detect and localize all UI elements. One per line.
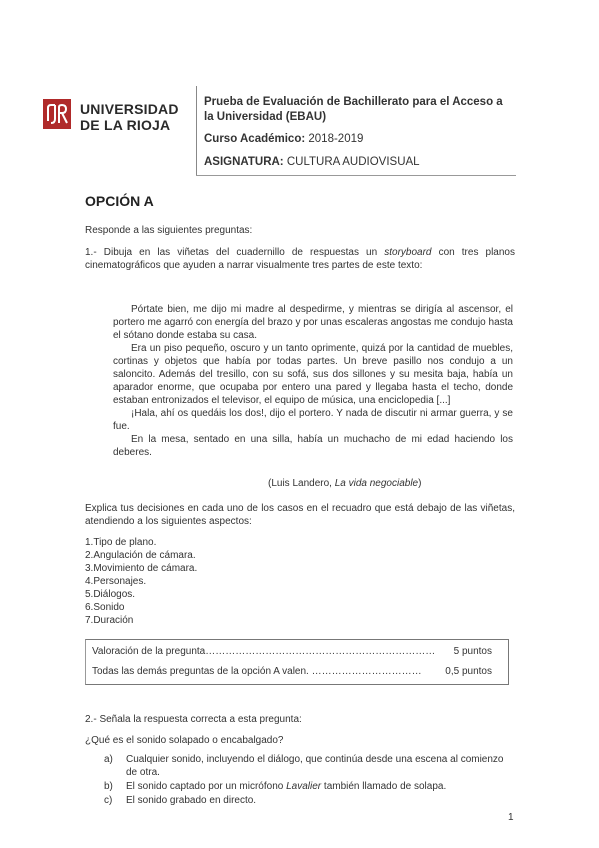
- course-label: Curso Académico:: [204, 133, 306, 145]
- citation-work: La vida negociable: [334, 478, 419, 489]
- aspects-list: [85, 536, 197, 627]
- excerpt-paragraph: Era un piso pequeño, oscuro y un tanto oprimente, quizá por la cantidad de muebles, cortinas y objetos que había por todas partes. Un breve pasillo nos condujo a un saloncito. Además del tresillo, con su sofá, sus dos sillones y su mesita baja, había un aparador enorme, que ocupaba por entero una pared y llegaba hasta el techo, donde estaban entronizados el televisor, el equipo de música, una enciclopedia [...]: [113, 343, 513, 406]
- citation-author: (Luis Landero,: [268, 478, 335, 489]
- option-text-pre: El sonido captado por un micrófono: [126, 781, 287, 792]
- academic-year: [204, 133, 363, 145]
- aspect-item: 1.Tipo de plano.: [85, 537, 157, 548]
- score-points: 5 puntos: [453, 646, 492, 657]
- question-1-prefix: 1.- Dibuja en las viñetas del cuadernillo de respuestas un: [85, 247, 385, 258]
- answer-option-b: [104, 780, 514, 793]
- answer-option-c: [104, 794, 514, 807]
- university-logo-icon: [43, 99, 71, 129]
- explanation-instructions: Explica tus decisiones en cada uno de los casos en el recuadro que está debajo de las viñetas, atendiendo a los siguientes aspectos:: [85, 503, 515, 527]
- option-letter: a): [104, 754, 113, 765]
- option-text-post: también llamado de solapa.: [321, 781, 447, 792]
- score-row: [92, 666, 502, 677]
- option-title: OPCIÓN A: [85, 193, 154, 209]
- aspect-item: 6.Sonido: [85, 602, 125, 613]
- question-2-instruction: 2.- Señala la respuesta correcta a esta pregunta:: [85, 714, 302, 725]
- score-points: 0,5 puntos: [445, 666, 492, 677]
- option-letter: b): [104, 781, 113, 792]
- literary-excerpt: [113, 303, 513, 459]
- aspect-item: 4.Personajes.: [85, 576, 147, 587]
- question-1: [85, 246, 515, 272]
- answer-options: [104, 753, 514, 808]
- subject: [204, 156, 420, 168]
- aspect-item: 3.Movimiento de cámara.: [85, 563, 198, 574]
- course-value: 2018-2019: [308, 133, 364, 145]
- aspect-item: 7.Duración: [85, 615, 134, 626]
- page-number: 1: [508, 812, 514, 823]
- question-1-suffix: con tres planos cinematográficos que ayuden a narrar visualmente tres partes de este texto:: [85, 247, 515, 271]
- citation: [268, 477, 421, 490]
- exam-title: Prueba de Evaluación de Bachillerato para el Acceso a la Universidad (EBAU): [204, 96, 503, 123]
- question-1-emphasis: storyboard: [384, 247, 432, 258]
- option-text-emphasis: Lavalier: [286, 781, 322, 792]
- citation-close: ): [418, 478, 422, 489]
- option-text: El sonido grabado en directo.: [126, 795, 257, 806]
- aspect-item: 5.Diálogos.: [85, 589, 136, 600]
- score-row: [92, 646, 502, 657]
- answer-option-a: [104, 753, 514, 779]
- excerpt-paragraph: Pórtate bien, me dijo mi madre al despedirme, y mientras se dirigía al ascensor, el portero me agarró con energía del brazo y por unas escaleras angostas me condujo hasta el sótano donde estaba su casa.: [113, 304, 513, 341]
- header-divider-horizontal: [196, 175, 516, 176]
- header-divider-vertical: [196, 86, 197, 176]
- aspect-item: 2.Angulación de cámara.: [85, 550, 196, 561]
- subject-label: ASIGNATURA:: [204, 156, 284, 168]
- excerpt-paragraph: En la mesa, sentado en una silla, había un muchacho de mi edad haciendo los deberes.: [113, 434, 513, 458]
- university-name: UNIVERSIDAD DE LA RIOJA: [80, 101, 179, 133]
- score-label: Valoración de la pregunta……………………………………………………………: [92, 646, 436, 657]
- scoring-box: [85, 639, 509, 685]
- question-2-text: ¿Qué es el sonido solapado o encabalgado?: [85, 735, 284, 746]
- score-label: Todas las demás preguntas de la opción A valen. ……………………………: [92, 666, 422, 677]
- subject-value: CULTURA AUDIOVISUAL: [286, 156, 420, 168]
- option-text: Cualquier sonido, incluyendo el diálogo, que continúa desde una escena al comienzo de otra.: [126, 754, 504, 778]
- option-letter: c): [104, 795, 113, 806]
- instructions: Responde a las siguientes preguntas:: [85, 225, 253, 236]
- excerpt-paragraph: ¡Hala, ahí os quedáis los dos!, dijo el portero. Y nada de discutir ni armar guerra, y se fue.: [113, 408, 513, 432]
